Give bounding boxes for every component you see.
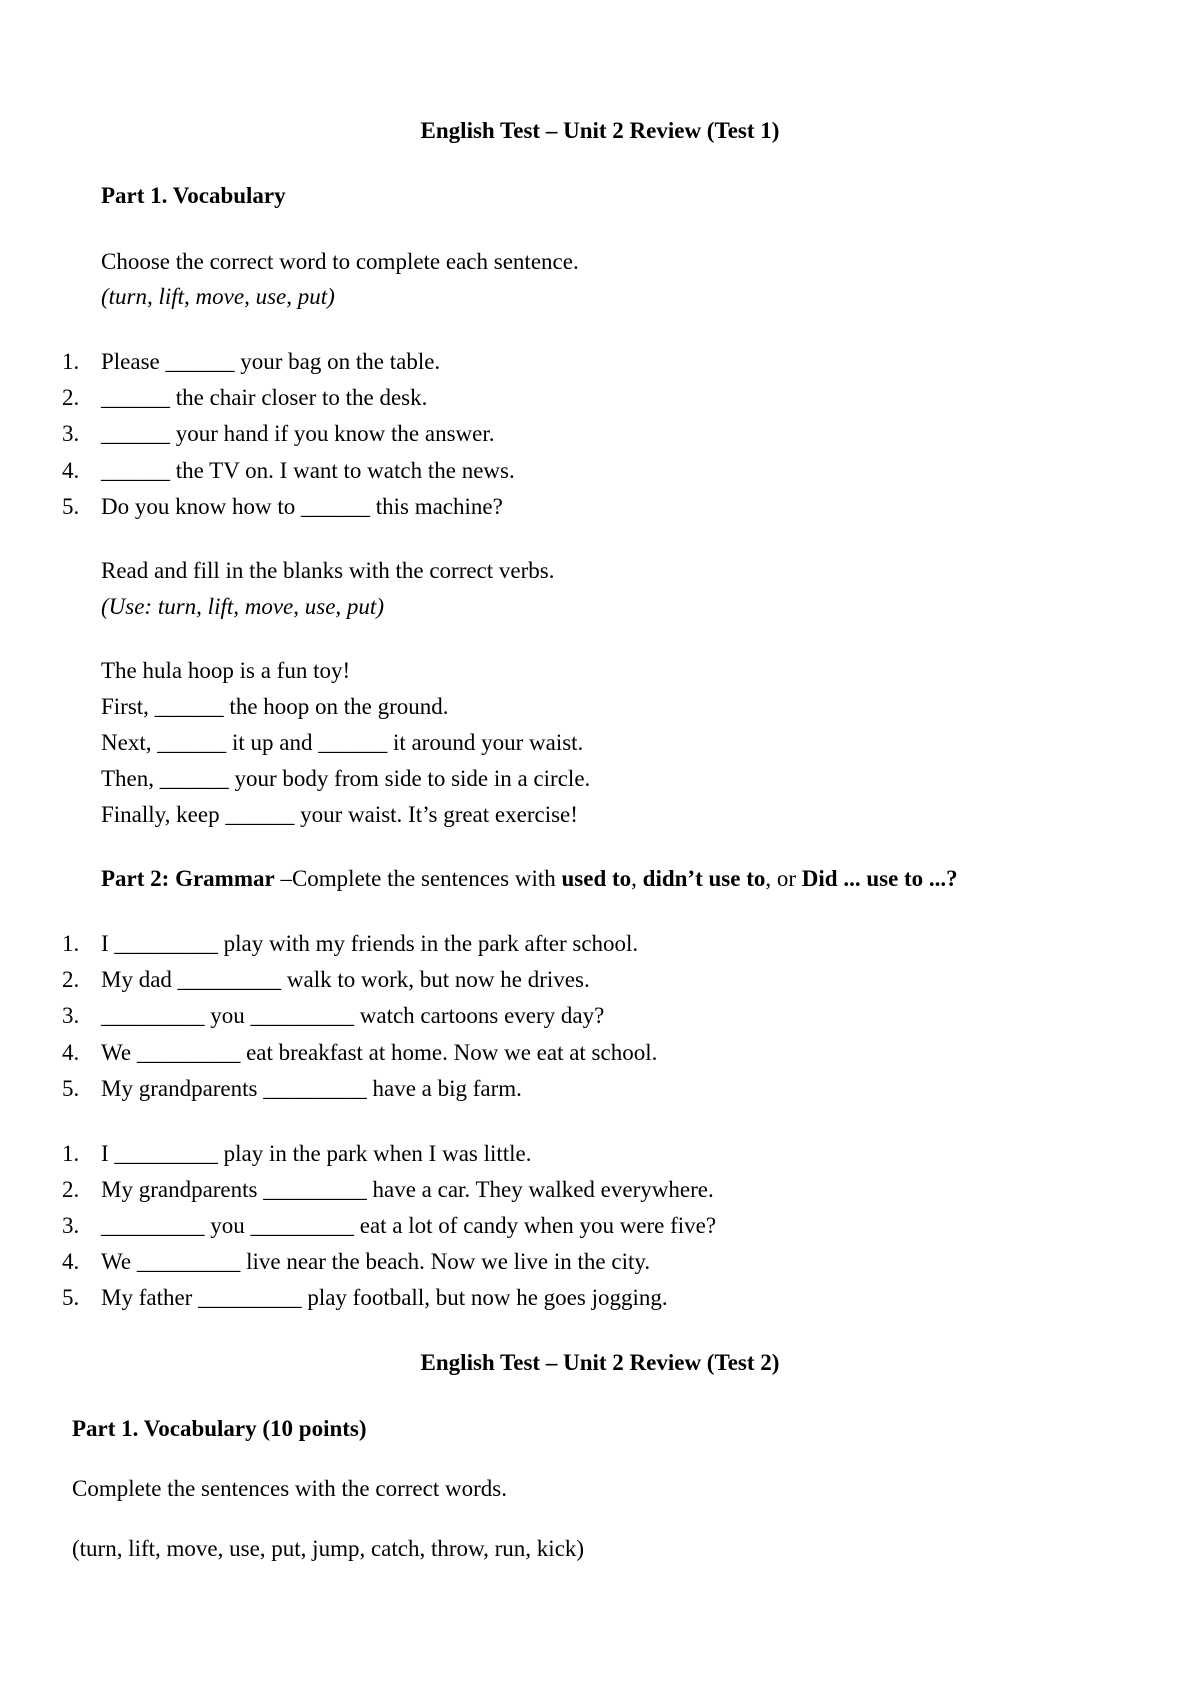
test1-reading-word-bank: (Use: turn, lift, move, use, put) xyxy=(101,594,384,619)
list-item: My grandparents _________ have a car. They walked everywhere. xyxy=(101,1177,714,1202)
list-item: I _________ play with my friends in the park after school. xyxy=(101,931,639,956)
option-used-to: used to xyxy=(561,866,632,891)
list-item: My grandparents _________ have a big farm. xyxy=(101,1076,522,1101)
passage-line: Then, ______ your body from side to side in a circle. xyxy=(101,766,591,791)
item-number: 5. xyxy=(62,1285,80,1310)
item-number: 2. xyxy=(62,1177,80,1202)
list-item: We _________ live near the beach. Now we live in the city. xyxy=(101,1249,651,1274)
item-number: 5. xyxy=(62,1076,80,1101)
passage-line: The hula hoop is a fun toy! xyxy=(101,658,351,683)
item-number: 2. xyxy=(62,385,80,410)
passage-line: Finally, keep ______ your waist. It’s great exercise! xyxy=(101,802,578,827)
part2-instruction: –Complete the sentences with xyxy=(274,866,562,891)
item-number: 3. xyxy=(62,1003,80,1028)
item-number: 1. xyxy=(62,349,80,374)
test2-part1-word-bank: (turn, lift, move, use, put, jump, catch, throw, run, kick) xyxy=(72,1536,585,1561)
passage-line: First, ______ the hoop on the ground. xyxy=(101,694,449,719)
item-number: 1. xyxy=(62,1141,80,1166)
separator: , xyxy=(631,866,643,891)
list-item: ______ your hand if you know the answer. xyxy=(101,421,495,446)
item-number: 1. xyxy=(62,931,80,956)
item-number: 2. xyxy=(62,967,80,992)
option-didnt-use-to: didn’t use to xyxy=(642,866,766,891)
part2-title: Part 2: Grammar xyxy=(101,866,275,891)
option-did-use-to: Did ... use to ...? xyxy=(801,866,958,891)
test2-title: English Test – Unit 2 Review (Test 2) xyxy=(420,1350,780,1375)
item-number: 4. xyxy=(62,458,80,483)
list-item: My father _________ play football, but now he goes jogging. xyxy=(101,1285,668,1310)
item-number: 4. xyxy=(62,1249,80,1274)
item-number: 4. xyxy=(62,1040,80,1065)
list-item: I _________ play in the park when I was little. xyxy=(101,1141,532,1166)
list-item: _________ you _________ watch cartoons every day? xyxy=(101,1003,605,1028)
list-item: ______ the TV on. I want to watch the news. xyxy=(101,458,515,483)
list-item: ______ the chair closer to the desk. xyxy=(101,385,428,410)
passage-line: Next, ______ it up and ______ it around your waist. xyxy=(101,730,584,755)
item-number: 5. xyxy=(62,494,80,519)
item-number: 3. xyxy=(62,1213,80,1238)
list-item: _________ you _________ eat a lot of candy when you were five? xyxy=(101,1213,717,1238)
test1-reading-instruction: Read and fill in the blanks with the correct verbs. xyxy=(101,558,555,583)
test1-title: English Test – Unit 2 Review (Test 1) xyxy=(420,118,780,143)
test1-part1-word-bank: (turn, lift, move, use, put) xyxy=(101,284,335,309)
separator: , or xyxy=(765,866,802,891)
test1-part1-instruction: Choose the correct word to complete each sentence. xyxy=(101,249,579,274)
item-number: 3. xyxy=(62,421,80,446)
list-item: We _________ eat breakfast at home. Now we eat at school. xyxy=(101,1040,658,1065)
test1-part1-heading: Part 1. Vocabulary xyxy=(101,183,286,208)
list-item: Do you know how to ______ this machine? xyxy=(101,494,503,519)
list-item: My dad _________ walk to work, but now he drives. xyxy=(101,967,590,992)
test2-part1-heading: Part 1. Vocabulary (10 points) xyxy=(72,1416,367,1441)
test2-part1-instruction: Complete the sentences with the correct words. xyxy=(72,1476,507,1501)
list-item: Please ______ your bag on the table. xyxy=(101,349,441,374)
test1-part2-heading xyxy=(101,865,958,894)
